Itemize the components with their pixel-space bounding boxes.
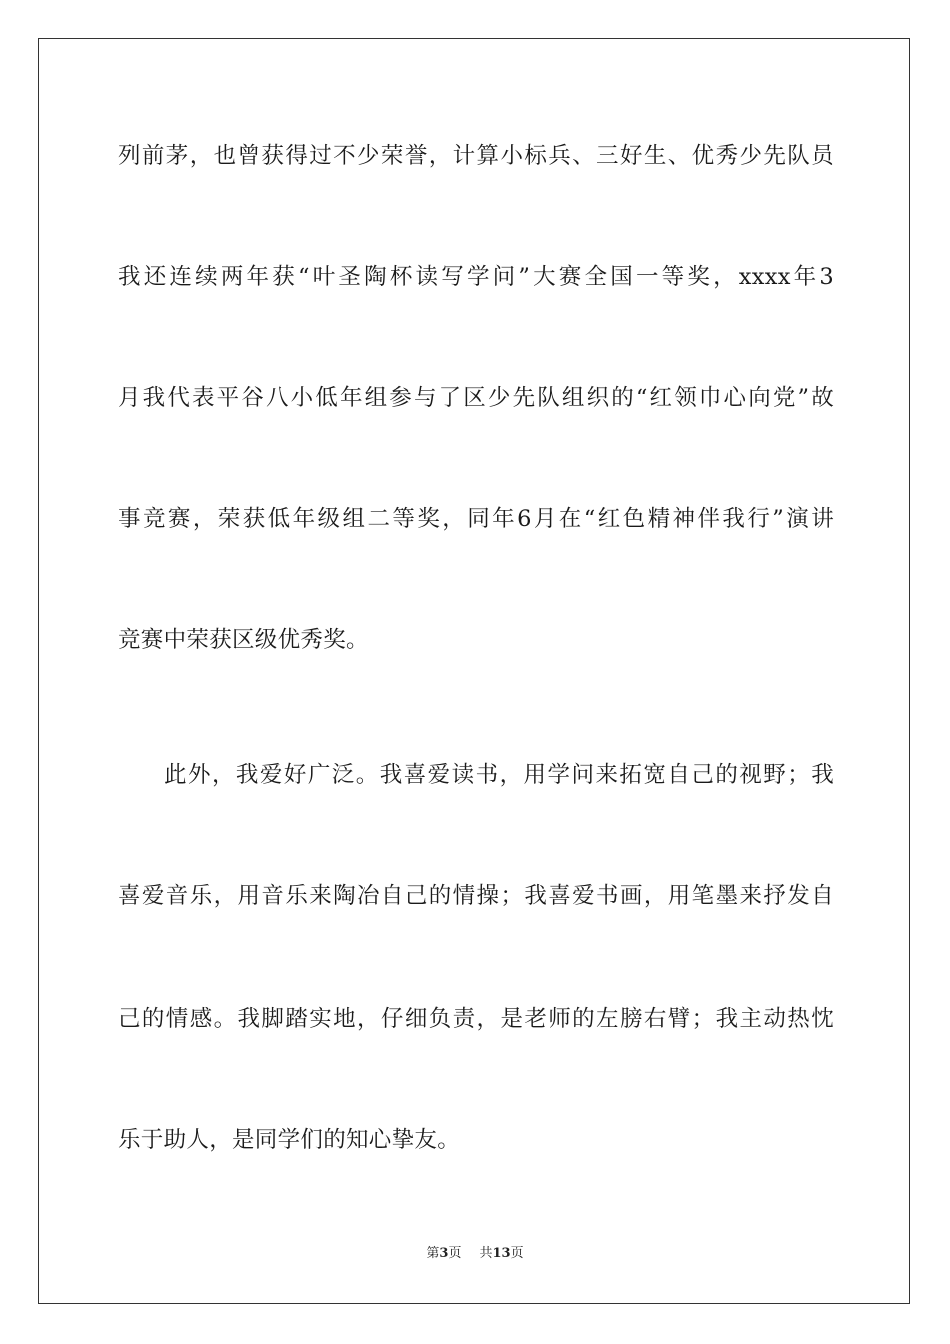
body-line-1: 列前茅，也曾获得过不少荣誉，计算小标兵、三好生、优秀少先队员 [118,143,834,169]
body-line-5: 竞赛中荣获区级优秀奖。 [118,627,369,653]
page-border [38,38,910,1304]
body-line-6: 此外，我爱好广泛。我喜爱读书，用学问来拓宽自己的视野；我 [164,762,834,788]
total-suffix: 页 [510,1246,524,1261]
page-footer [0,1245,950,1263]
body-line-9: 乐于助人，是同学们的知心挚友。 [118,1127,461,1153]
body-line-4: 事竞赛，荣获低年级组二等奖，同年6月在“红色精神伴我行”演讲 [118,506,834,532]
body-line-7: 喜爱音乐，用音乐来陶冶自己的情操；我喜爱书画，用笔墨来抒发自 [118,883,834,909]
total-prefix: 共 [479,1246,493,1261]
total-pages: 13 [492,1246,511,1261]
page-prefix: 第 [426,1246,440,1261]
body-line-2: 我还连续两年获“叶圣陶杯读写学问”大赛全国一等奖，xxxx年3 [118,264,834,290]
page-number: 3 [439,1246,449,1261]
body-line-3: 月我代表平谷八小低年组参与了区少先队组织的“红领巾心向党”故 [118,385,834,411]
page-suffix: 页 [448,1246,462,1261]
body-line-8: 己的情感。我脚踏实地，仔细负责，是老师的左膀右臂；我主动热忱 [118,1006,834,1032]
